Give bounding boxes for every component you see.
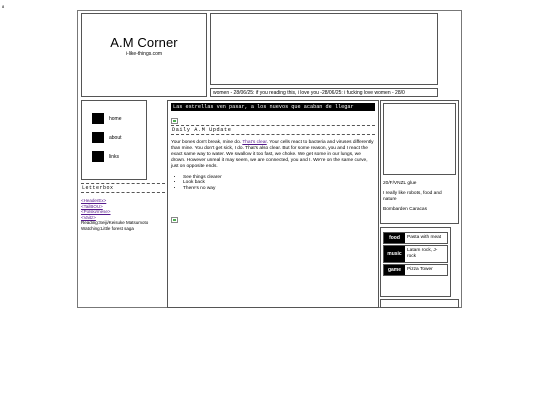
site-title: A.M Corner xyxy=(110,35,178,50)
profile-info: 20/F/VNZL glue xyxy=(383,181,417,186)
letterbox-link[interactable]: <Polski/mese> xyxy=(81,209,111,214)
fave-row-music xyxy=(383,245,448,263)
letterbox-links xyxy=(81,198,165,220)
black-square-icon xyxy=(92,113,104,124)
nav-item-about[interactable] xyxy=(92,132,122,143)
profile-box xyxy=(380,100,459,224)
list-item: • See things clearer xyxy=(183,175,375,181)
letterbox-reading: Reading:Seiji/Keisuke Matsumoto xyxy=(81,220,149,225)
letterbox-link[interactable]: <HeaderEx> xyxy=(81,198,107,203)
update-bullets xyxy=(183,175,375,192)
letterbox-link[interactable]: <Vaitz> xyxy=(81,214,96,220)
nav-label-home: home xyxy=(109,115,122,122)
nav-item-home[interactable] xyxy=(92,113,122,124)
main-content xyxy=(167,100,379,308)
banner-box xyxy=(210,13,438,85)
list-item: • There's no way xyxy=(183,186,375,192)
nav-label-links: links xyxy=(109,153,120,160)
update-text-before: Your bones don't break, mine do. xyxy=(171,140,243,145)
profile-team: Bombarden Caracas xyxy=(383,207,427,212)
quote-bar: Las estrellas ven pasar, a los nuevos que acaban de llegar xyxy=(171,103,375,111)
fave-value: Pizza Tower xyxy=(407,267,433,272)
daily-update-text xyxy=(171,140,375,170)
profile-interests: I really like robots, food and nature xyxy=(383,191,442,202)
daily-update-title: Daily A.M Update xyxy=(171,125,375,135)
update-link[interactable]: That's clear xyxy=(242,140,267,145)
black-square-icon xyxy=(92,132,104,143)
fave-row-game xyxy=(383,264,448,276)
fave-key: food xyxy=(384,233,405,243)
nav-box xyxy=(81,100,147,180)
letterbox-link[interactable]: <TailBOU> xyxy=(81,203,103,209)
broken-image-icon xyxy=(171,217,178,223)
broken-image-icon xyxy=(171,118,178,124)
site-container xyxy=(77,10,462,308)
update-text-after: . Your cells react to bacteria and viruses differently than mine. You don't get sick, I do. That's also clear. But for some reason, you and I react the exact same way to water. We swallow it too fast, we choke. We get some in our lungs, we drown. However unreal it may seem, we are connected, you and I. We're on the same curve, just on opposite ends. xyxy=(171,140,374,169)
fave-value: Pasta with meat xyxy=(407,235,442,240)
corner-mark: 8 xyxy=(2,4,5,9)
fave-key: music xyxy=(384,246,405,262)
fave-key: game xyxy=(384,265,405,275)
profile-picture xyxy=(383,103,456,175)
fave-row-food xyxy=(383,232,448,244)
letterbox-panel xyxy=(81,183,165,247)
letterbox-title: Letterbox xyxy=(81,183,165,193)
fave-value: Latam rock, J-rock xyxy=(407,248,438,259)
letterbox-watching: Watching:Little forest saga xyxy=(81,225,134,231)
black-square-icon xyxy=(92,151,104,162)
list-item: • Look back xyxy=(183,180,375,186)
nav-label-about: about xyxy=(109,134,122,141)
favorites-box xyxy=(380,227,451,297)
marquee-ticker: women - 28/06/25: if you reading this, i love you -28/06/25: i fucking love women - 28/0 xyxy=(210,88,438,97)
site-subtitle: i-like-things.com xyxy=(125,51,163,57)
nav-item-links[interactable] xyxy=(92,151,119,162)
footer-box xyxy=(380,299,459,308)
header-box xyxy=(81,13,207,97)
